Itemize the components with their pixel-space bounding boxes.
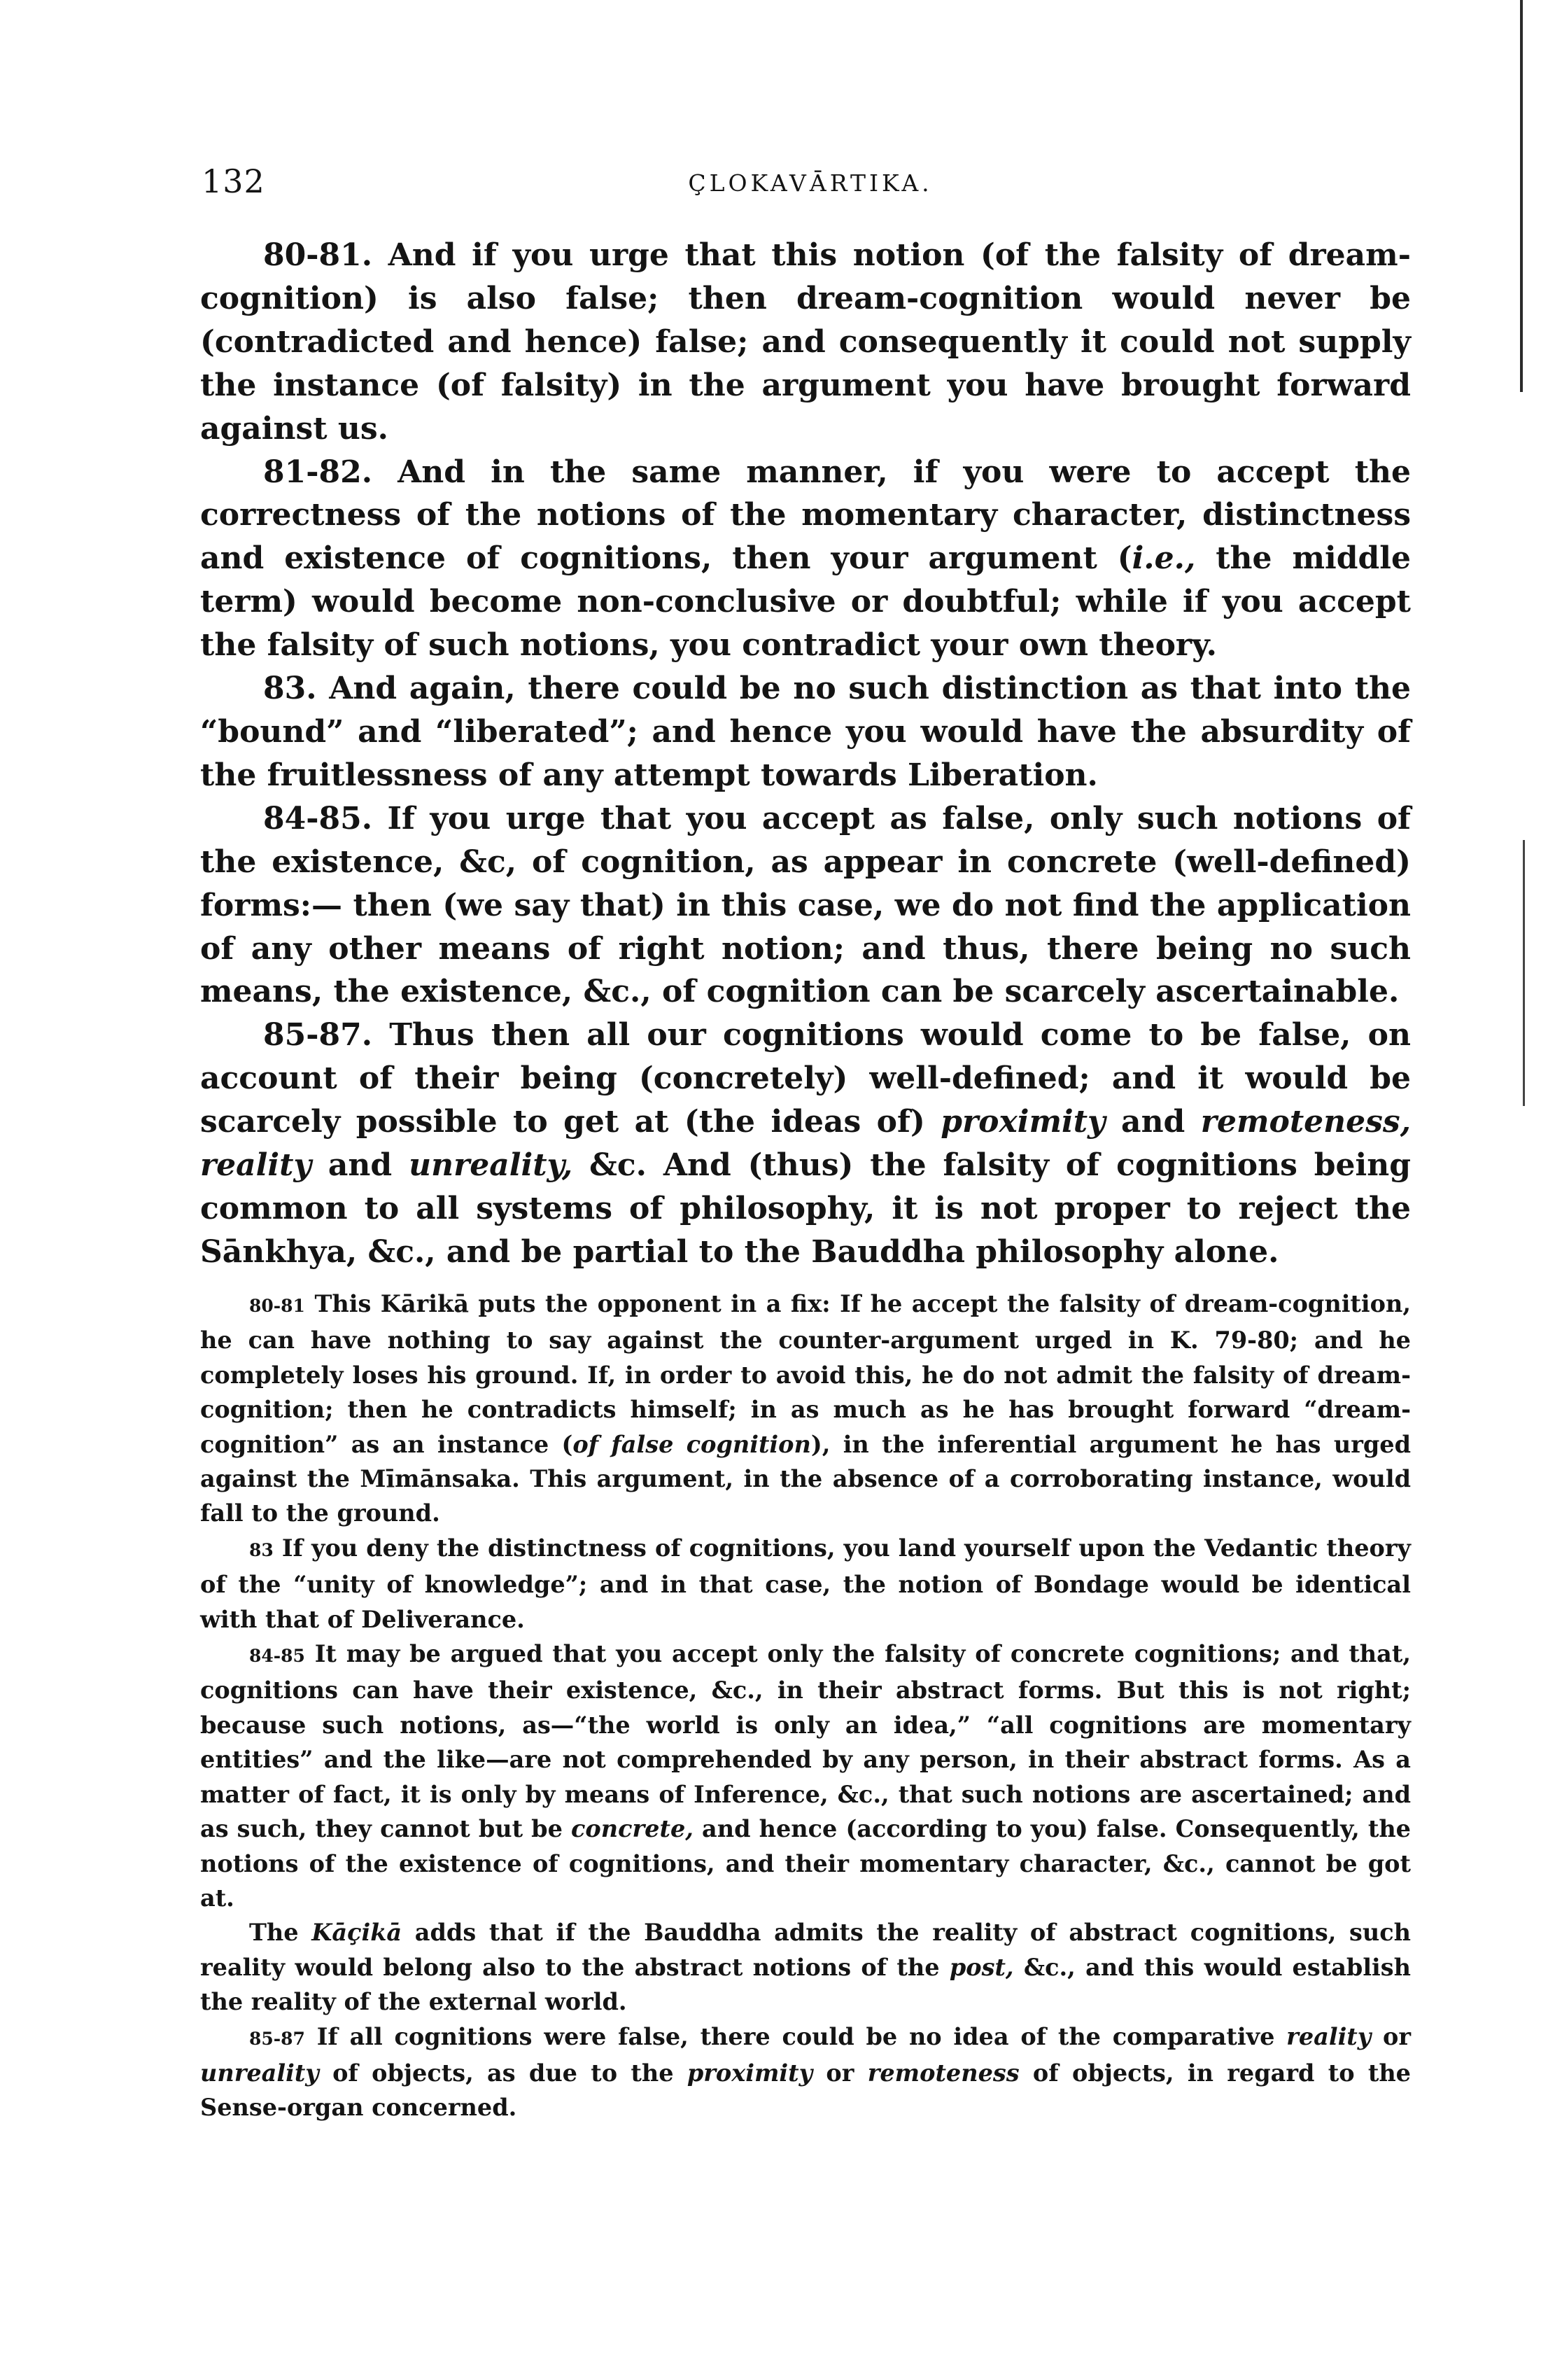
verse-number: 80-81. <box>263 237 373 273</box>
footnote-text: ), in the inferential argument he has urged against the Mīmānsaka. This argument, in the absence of a corroborating instance, would fall to the ground. <box>200 1430 1412 1527</box>
verse-paragraph <box>200 667 1411 797</box>
verse-text: And again, there could be no such distinction as that into the “bound” and “liberated”; and hence you would have the absurdity of the fruitlessness of any attempt towards Liberation. <box>200 671 1411 793</box>
footnote-text: or <box>1371 2022 1411 2050</box>
verse-text: If you urge that you accept as false, only such notions of the existence, &c, of cognition, as appear in concrete (well-defined) forms:— then (we say that) in this case, we do not find the application of any other means of right notion; and thus, there being no such means, the existence, &c., of cognition can be scarcely ascertainable. <box>200 800 1411 1010</box>
footnote-italic: reality <box>1286 2022 1372 2050</box>
footnote-italic: Kāçikā <box>311 1919 402 1947</box>
footnote-italic: of false cognition <box>572 1430 811 1458</box>
verse-italic: i.e., <box>1132 540 1196 577</box>
verse-italic: unreality, <box>409 1147 573 1184</box>
footnote-ref: 85-87 <box>249 2028 305 2049</box>
page-header <box>202 162 1419 211</box>
footnote-italic: remoteness <box>867 2059 1020 2087</box>
footnote-text: or <box>812 2059 868 2087</box>
page-edge-shadow <box>1523 840 1525 1106</box>
verse-text: and <box>311 1147 409 1184</box>
footnote-text: adds that if the Bauddha admits the reality of abstract cognitions, such reality would belong also to the abstract notions of the <box>200 1919 1411 1981</box>
verse-number: 83. <box>263 671 317 707</box>
footnote <box>200 1287 1411 1531</box>
footnote <box>200 1531 1411 1637</box>
verse-number: 84-85. <box>263 800 373 836</box>
footnote-ref: 84-85 <box>249 1646 305 1667</box>
verse-paragraph <box>200 451 1411 668</box>
footnote-ref: 80-81 <box>249 1296 305 1316</box>
main-text <box>200 234 1411 1274</box>
verse-text: And in the same manner, if you were to accept the correctness of the notions of the momentary character, distinctness and existence of cognitions, then your argument ( <box>200 454 1411 577</box>
footnote-italic: post, <box>949 1953 1014 1981</box>
footnote-text: The <box>249 1919 312 1947</box>
footnote-text: &c., and this would establish the reality of the external world. <box>200 1953 1411 2016</box>
footnote-italic: concrete, <box>571 1815 694 1843</box>
verse-number: 85-87. <box>263 1017 373 1054</box>
footnote-text: This Kārikā puts the opponent in a fix: If he accept the falsity of dream-cognition, he can have nothing to say against the counter-argument urged in K. 79-80; and he completely loses his ground. If, in order to avoid this, he do not admit the falsity of dream-cognition; then he contradicts himself; in as much as he has brought forward “dream-cognition” as an instance ( <box>200 1290 1411 1458</box>
footnote <box>200 1637 1411 1915</box>
verse-text: the middle term) would become non-conclusive or doubtful; while if you accept the falsity of such notions, you contradict your own theory. <box>200 540 1411 664</box>
page-edge-shadow <box>1520 0 1523 392</box>
footnote-italic: unreality <box>200 2059 319 2087</box>
verse-paragraph <box>200 797 1411 1014</box>
verse-text: Thus then all our cognitions would come to be false, on account of their being (concretely) well-defined; and it would be scarcely possible to get at (the ideas of) <box>200 1017 1411 1140</box>
footnote-ref: 83 <box>249 1539 274 1560</box>
verse-italic: remoteness, reality <box>200 1104 1412 1184</box>
footnotes <box>200 1287 1411 2125</box>
verse-paragraph <box>200 1014 1411 1273</box>
footnote-text: of objects, as due to the <box>318 2059 687 2087</box>
footnote-italic: proximity <box>687 2059 813 2087</box>
page-number: 132 <box>202 162 265 200</box>
footnote-text: If all cognitions were false, there could be no idea of the comparative <box>316 2022 1287 2050</box>
verse-number: 81-82. <box>263 454 373 490</box>
footnote-text: and hence (according to you) false. Consequently, the notions of the existence of cognitions, and their momentary character, &c., cannot be got at. <box>200 1815 1411 1912</box>
footnote <box>200 1915 1411 2019</box>
verse-italic: proximity <box>941 1104 1106 1140</box>
footnote <box>200 2019 1411 2125</box>
verse-paragraph <box>200 234 1411 451</box>
footnote-text: If you deny the distinctness of cognitions, you land yourself upon the Vedantic theory of the “unity of knowledge”; and in that case, the notion of Bondage would be identical with that of Deliverance. <box>200 1534 1411 1633</box>
verse-text: and <box>1105 1104 1201 1140</box>
verse-text: &c. And (thus) the falsity of cognitions being common to all systems of philosophy, it is not proper to reject the Sānkhya, &c., and be partial to the Bauddha philosophy alone. <box>200 1147 1412 1270</box>
footnote-text: It may be argued that you accept only the falsity of concrete cognitions; and that, cognitions can have their existence, &c., in their abstract forms. But this is not right; because such notions, as—“the world is only an idea,” “all cognitions are momentary entities” and the like—are not comprehended by any person, in their abstract forms. As a matter of fact, it is only by means of Inference, &c., that such notions are ascertained; and as such, they cannot but be <box>200 1640 1411 1843</box>
footnote-text: of objects, in regard to the Sense-organ concerned. <box>200 2059 1411 2122</box>
verse-text: And if you urge that this notion (of the falsity of dream-cognition) is also false; then dream-cognition would never be (contradicted and hence) false; and consequently it could not supply the instance (of falsity) in the argument you have brought forward against us. <box>200 237 1411 447</box>
running-title: ÇLOKAVĀRTIKA. <box>688 169 933 197</box>
